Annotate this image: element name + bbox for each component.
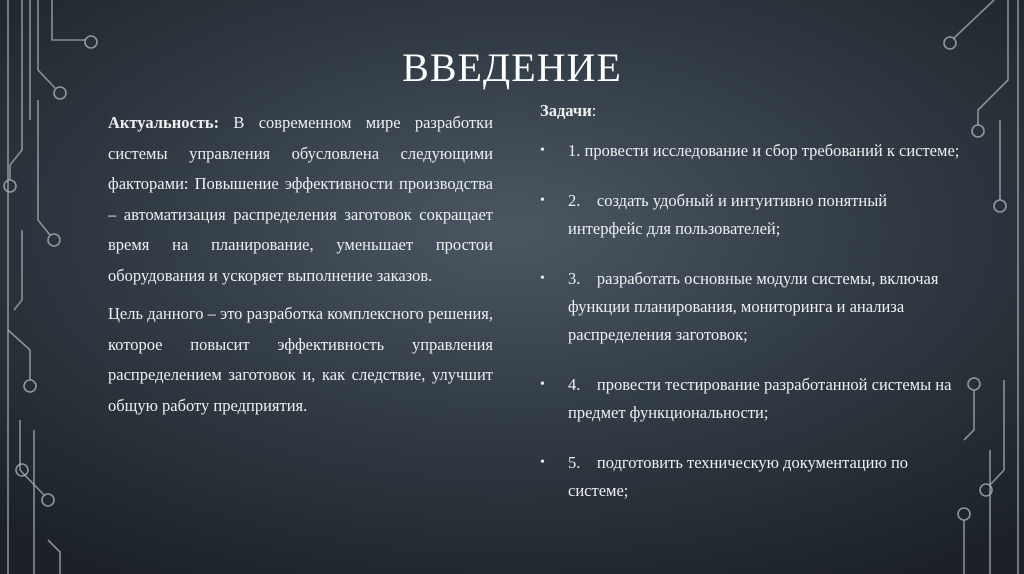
relevance-paragraph: [108, 108, 493, 291]
task-list: [540, 137, 960, 505]
goal-paragraph: Цель данного – это разработка комплексного решения, которое повысит эффективность управления распределением заготовок и, как следствие, улучшит общую работу предприятия.: [108, 304, 493, 415]
task-text: 3. разработать основные модули системы, включая функции планирования, мониторинга и анализа распределения заготовок;: [568, 269, 939, 344]
list-item: [540, 265, 960, 349]
tasks-heading-label: Задачи: [540, 101, 592, 120]
tasks-heading-colon: :: [591, 101, 597, 120]
list-item: [540, 371, 960, 427]
list-item: [540, 187, 960, 243]
bullet-icon: •: [540, 193, 545, 208]
task-text: 5. подготовить техническую документацию по системе;: [568, 453, 909, 500]
bullet-icon: •: [540, 271, 545, 286]
bullet-icon: •: [540, 455, 545, 470]
task-text: 2. создать удобный и интуитивно понятный интерфейс для пользователей;: [568, 191, 888, 238]
task-text: 1. провести исследование и сбор требований к системе;: [568, 141, 960, 160]
relevance-section: [108, 108, 493, 421]
bullet-icon: •: [540, 377, 545, 392]
relevance-text: В современном мире разработки системы управления обусловлена следующими факторами: Повышение эффективности производства – автоматизация распределения заготовок сокращает время на планирование, уменьшает простои оборудования и ускоряет выполнение заказов.: [108, 113, 493, 285]
list-item: [540, 449, 960, 505]
bullet-icon: •: [540, 143, 545, 158]
relevance-label: Актуальность:: [108, 113, 220, 132]
list-item: [540, 137, 960, 165]
slide-title: ВВЕДЕНИЕ: [402, 45, 622, 90]
tasks-section: [540, 97, 960, 527]
tasks-heading: [540, 97, 960, 125]
task-text: 4. провести тестирование разработанной системы на предмет функциональности;: [568, 375, 952, 422]
